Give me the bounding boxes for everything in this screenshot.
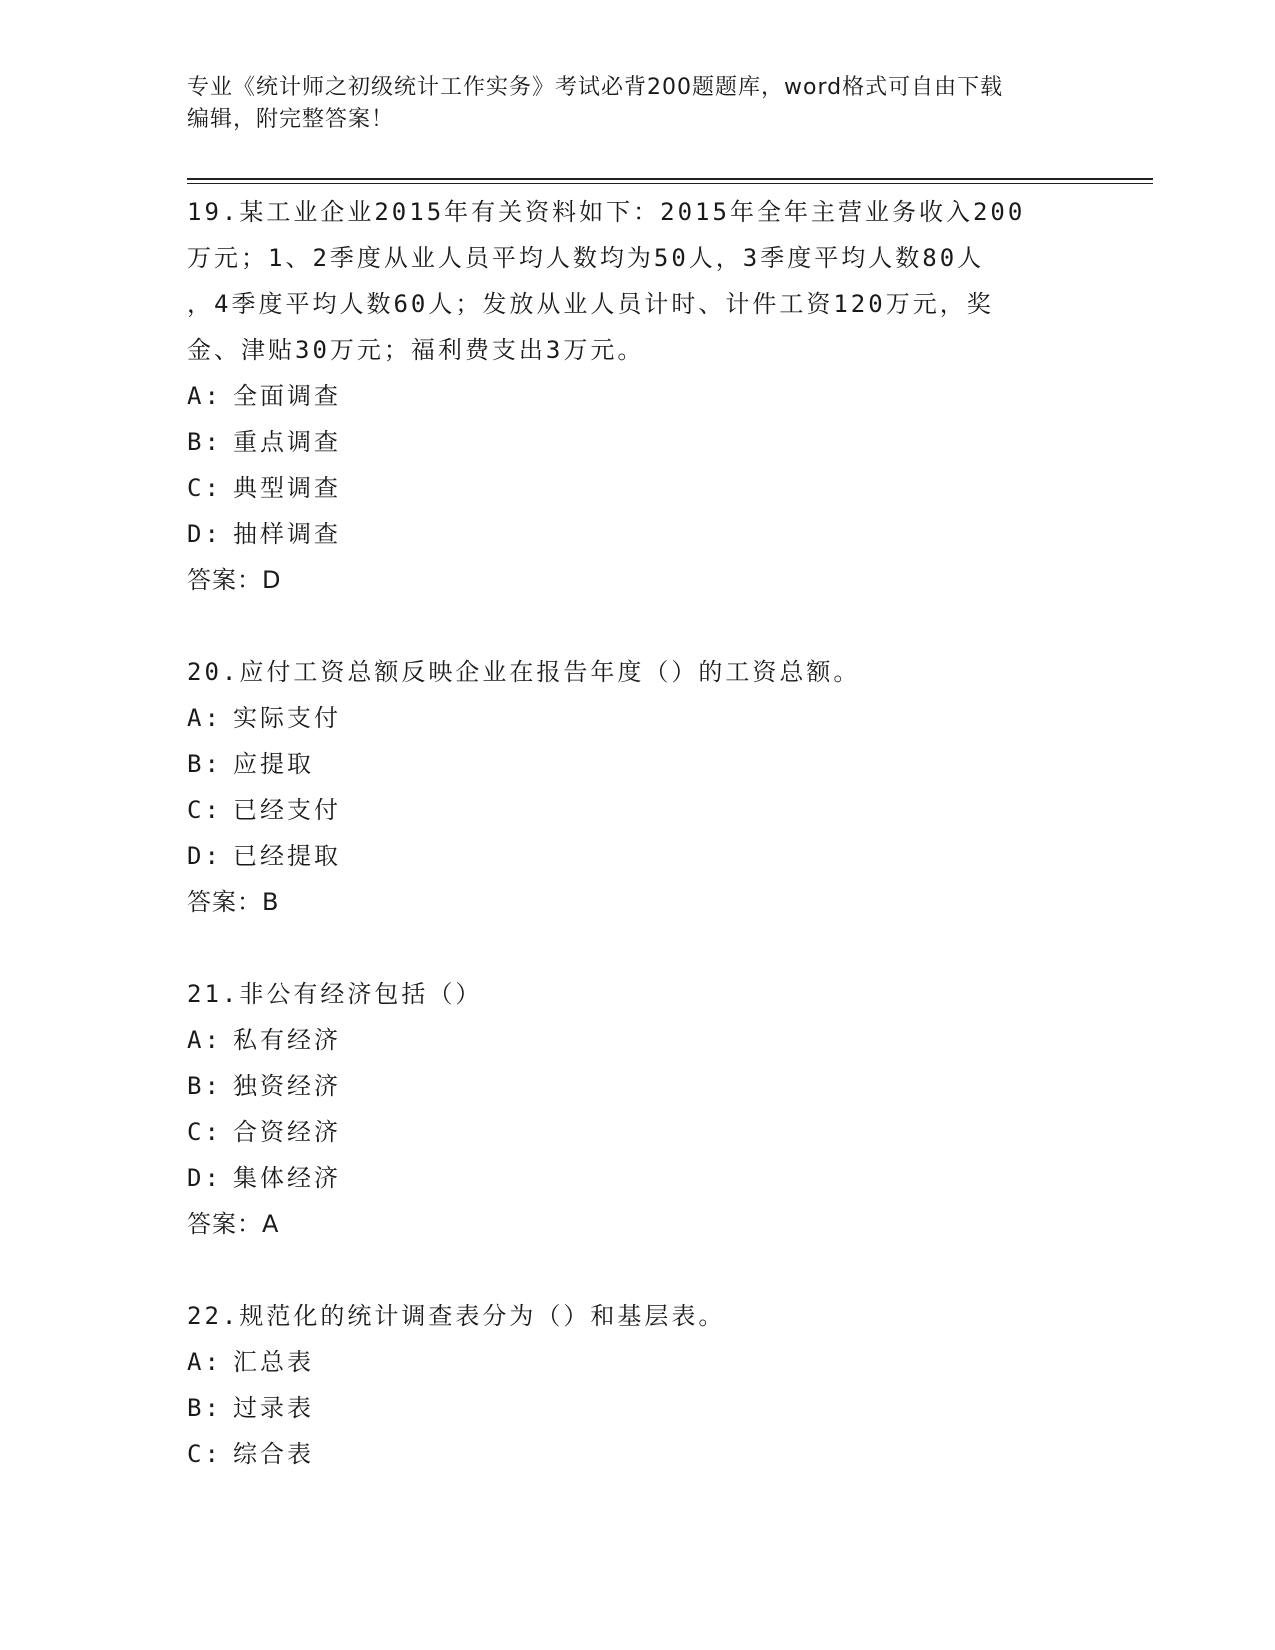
option-b (187, 1063, 1087, 1109)
option-letter: D: (187, 842, 222, 870)
option-letter: C: (187, 796, 222, 824)
option-a (187, 1339, 1087, 1385)
option-text: 全面调查 (233, 382, 341, 410)
option-letter: C: (187, 474, 222, 502)
option-letter: B: (187, 1072, 222, 1100)
option-text: 私有经济 (233, 1026, 341, 1054)
option-text: 抽样调查 (233, 520, 341, 548)
option-a (187, 373, 1087, 419)
question-19 (187, 189, 1087, 603)
option-text: 实际支付 (233, 704, 341, 732)
question-stem-line: 金、津贴30万元；福利费支出3万元。 (187, 336, 645, 364)
option-b (187, 741, 1087, 787)
header-title-line-1: 专业《统计师之初级统计工作实务》考试必背200题题库，word格式可自由下载 (187, 75, 1004, 100)
option-text: 典型调查 (233, 474, 341, 502)
option-text: 已经提取 (233, 842, 341, 870)
option-a (187, 695, 1087, 741)
answer-line: 答案：D (187, 566, 282, 594)
question-20 (187, 649, 1087, 925)
option-letter: A: (187, 704, 222, 732)
question-21 (187, 971, 1087, 1247)
option-text: 应提取 (233, 750, 314, 778)
option-text: 汇总表 (233, 1348, 314, 1376)
option-d (187, 1155, 1087, 1201)
question-stem-line: 22.规范化的统计调查表分为（）和基层表。 (187, 1302, 726, 1330)
option-d (187, 511, 1087, 557)
option-letter: B: (187, 750, 222, 778)
question-list (187, 189, 1087, 1523)
option-letter: B: (187, 428, 222, 456)
header-divider-thin (187, 183, 1153, 184)
answer-line: 答案：B (187, 888, 280, 916)
question-22 (187, 1293, 1087, 1477)
option-text: 过录表 (233, 1394, 314, 1422)
option-letter: A: (187, 1348, 222, 1376)
header-divider (187, 178, 1153, 180)
option-letter: A: (187, 1026, 222, 1054)
option-text: 合资经济 (233, 1118, 341, 1146)
option-letter: C: (187, 1118, 222, 1146)
option-c (187, 465, 1087, 511)
question-stem-line: ，4季度平均人数60人；发放从业人员计时、计件工资120万元，奖 (187, 290, 994, 318)
option-text: 独资经济 (233, 1072, 341, 1100)
option-letter: D: (187, 520, 222, 548)
option-text: 集体经济 (233, 1164, 341, 1192)
option-c (187, 1109, 1087, 1155)
header-title-line-2: 编辑，附完整答案！ (187, 107, 395, 132)
option-letter: C: (187, 1440, 222, 1468)
option-c (187, 1431, 1087, 1477)
option-letter: D: (187, 1164, 222, 1192)
question-stem-line: 20.应付工资总额反映企业在报告年度（）的工资总额。 (187, 658, 861, 686)
option-text: 已经支付 (233, 796, 341, 824)
option-letter: B: (187, 1394, 222, 1422)
option-text: 综合表 (233, 1440, 314, 1468)
option-b (187, 1385, 1087, 1431)
option-letter: A: (187, 382, 222, 410)
question-stem-line: 万元；1、2季度从业人员平均人数均为50人，3季度平均人数80人 (187, 244, 985, 272)
answer-line: 答案：A (187, 1210, 280, 1238)
option-b (187, 419, 1087, 465)
question-stem-line: 21.非公有经济包括（） (187, 980, 483, 1008)
document-header (187, 72, 1087, 136)
option-c (187, 787, 1087, 833)
option-a (187, 1017, 1087, 1063)
option-text: 重点调查 (233, 428, 341, 456)
question-stem-line: 19.某工业企业2015年有关资料如下：2015年全年主营业务收入200 (187, 198, 1026, 226)
option-d (187, 833, 1087, 879)
